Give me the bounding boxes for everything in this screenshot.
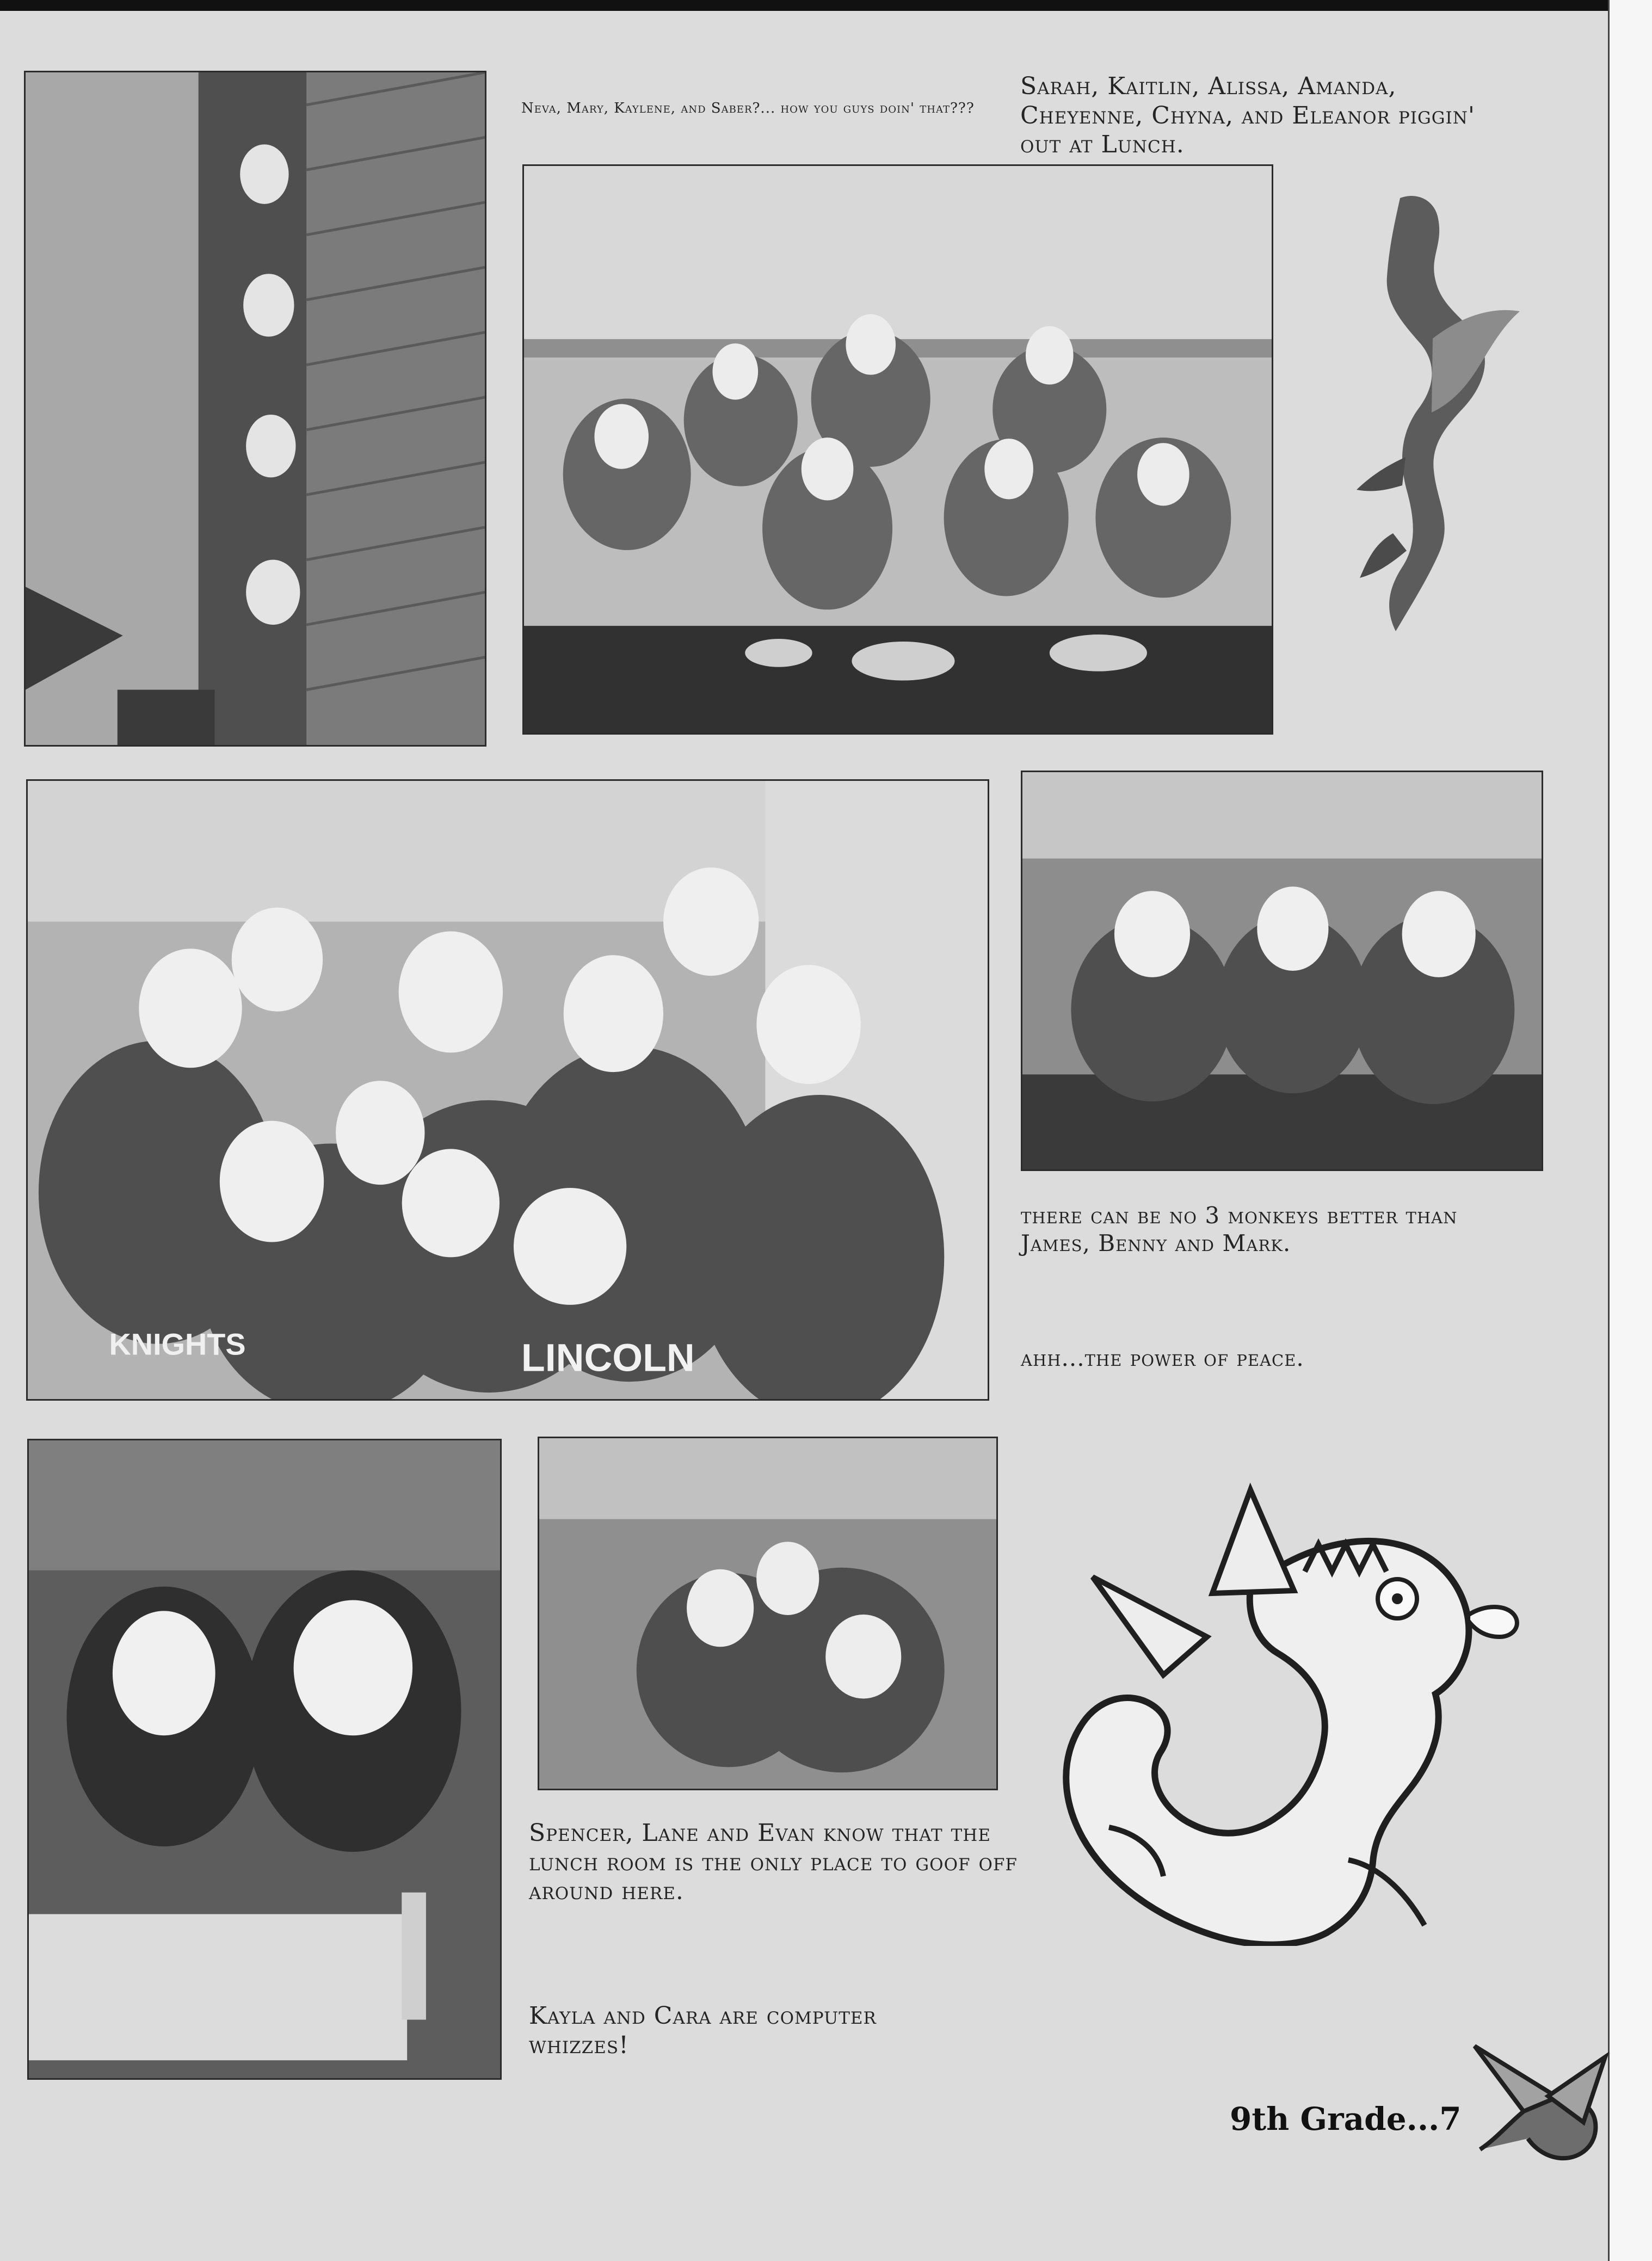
- three-monkeys-photo: [1021, 771, 1543, 1171]
- page-edge: [1608, 0, 1652, 2261]
- caption-stairwell: Neva, Mary, Kaylene, and Saber?... how you guys doin' that???: [521, 100, 975, 116]
- small-dragon-icon: [1458, 2035, 1611, 2177]
- top-edge: [0, 0, 1652, 11]
- dragon-cartoon-illustration: [1022, 1479, 1528, 1946]
- caption-peace: ahh...the power of peace.: [1021, 1345, 1304, 1371]
- computer-photo: [27, 1439, 502, 2080]
- group-peace-photo: [26, 779, 989, 1401]
- shirt-text-knights: KNIGHTS: [109, 1327, 246, 1361]
- caption-kayla-cara: Kayla and Cara are computer whizzes!: [529, 2002, 877, 2059]
- caption-spencer-lane-evan: Spencer, Lane and Evan know that the lunch room is the only place to goof off around here.: [529, 1819, 1018, 1906]
- shirt-text-lincoln: LINCOLN: [521, 1336, 695, 1380]
- spencer-lane-evan-photo: [538, 1437, 998, 1790]
- caption-lunch: Sarah, Kaitlin, Alissa, Amanda, Cheyenne, Chyna, and Eleanor piggin' out at Lunch.: [1020, 72, 1475, 159]
- dragon-illustration-top: [1336, 185, 1526, 648]
- caption-monkeys: there can be no 3 monkeys better than James, Benny and Mark.: [1021, 1202, 1458, 1257]
- stairwell-photo: [24, 71, 486, 747]
- page-folio: 9th Grade...7: [1230, 2100, 1462, 2137]
- lunch-table-photo: [522, 164, 1273, 735]
